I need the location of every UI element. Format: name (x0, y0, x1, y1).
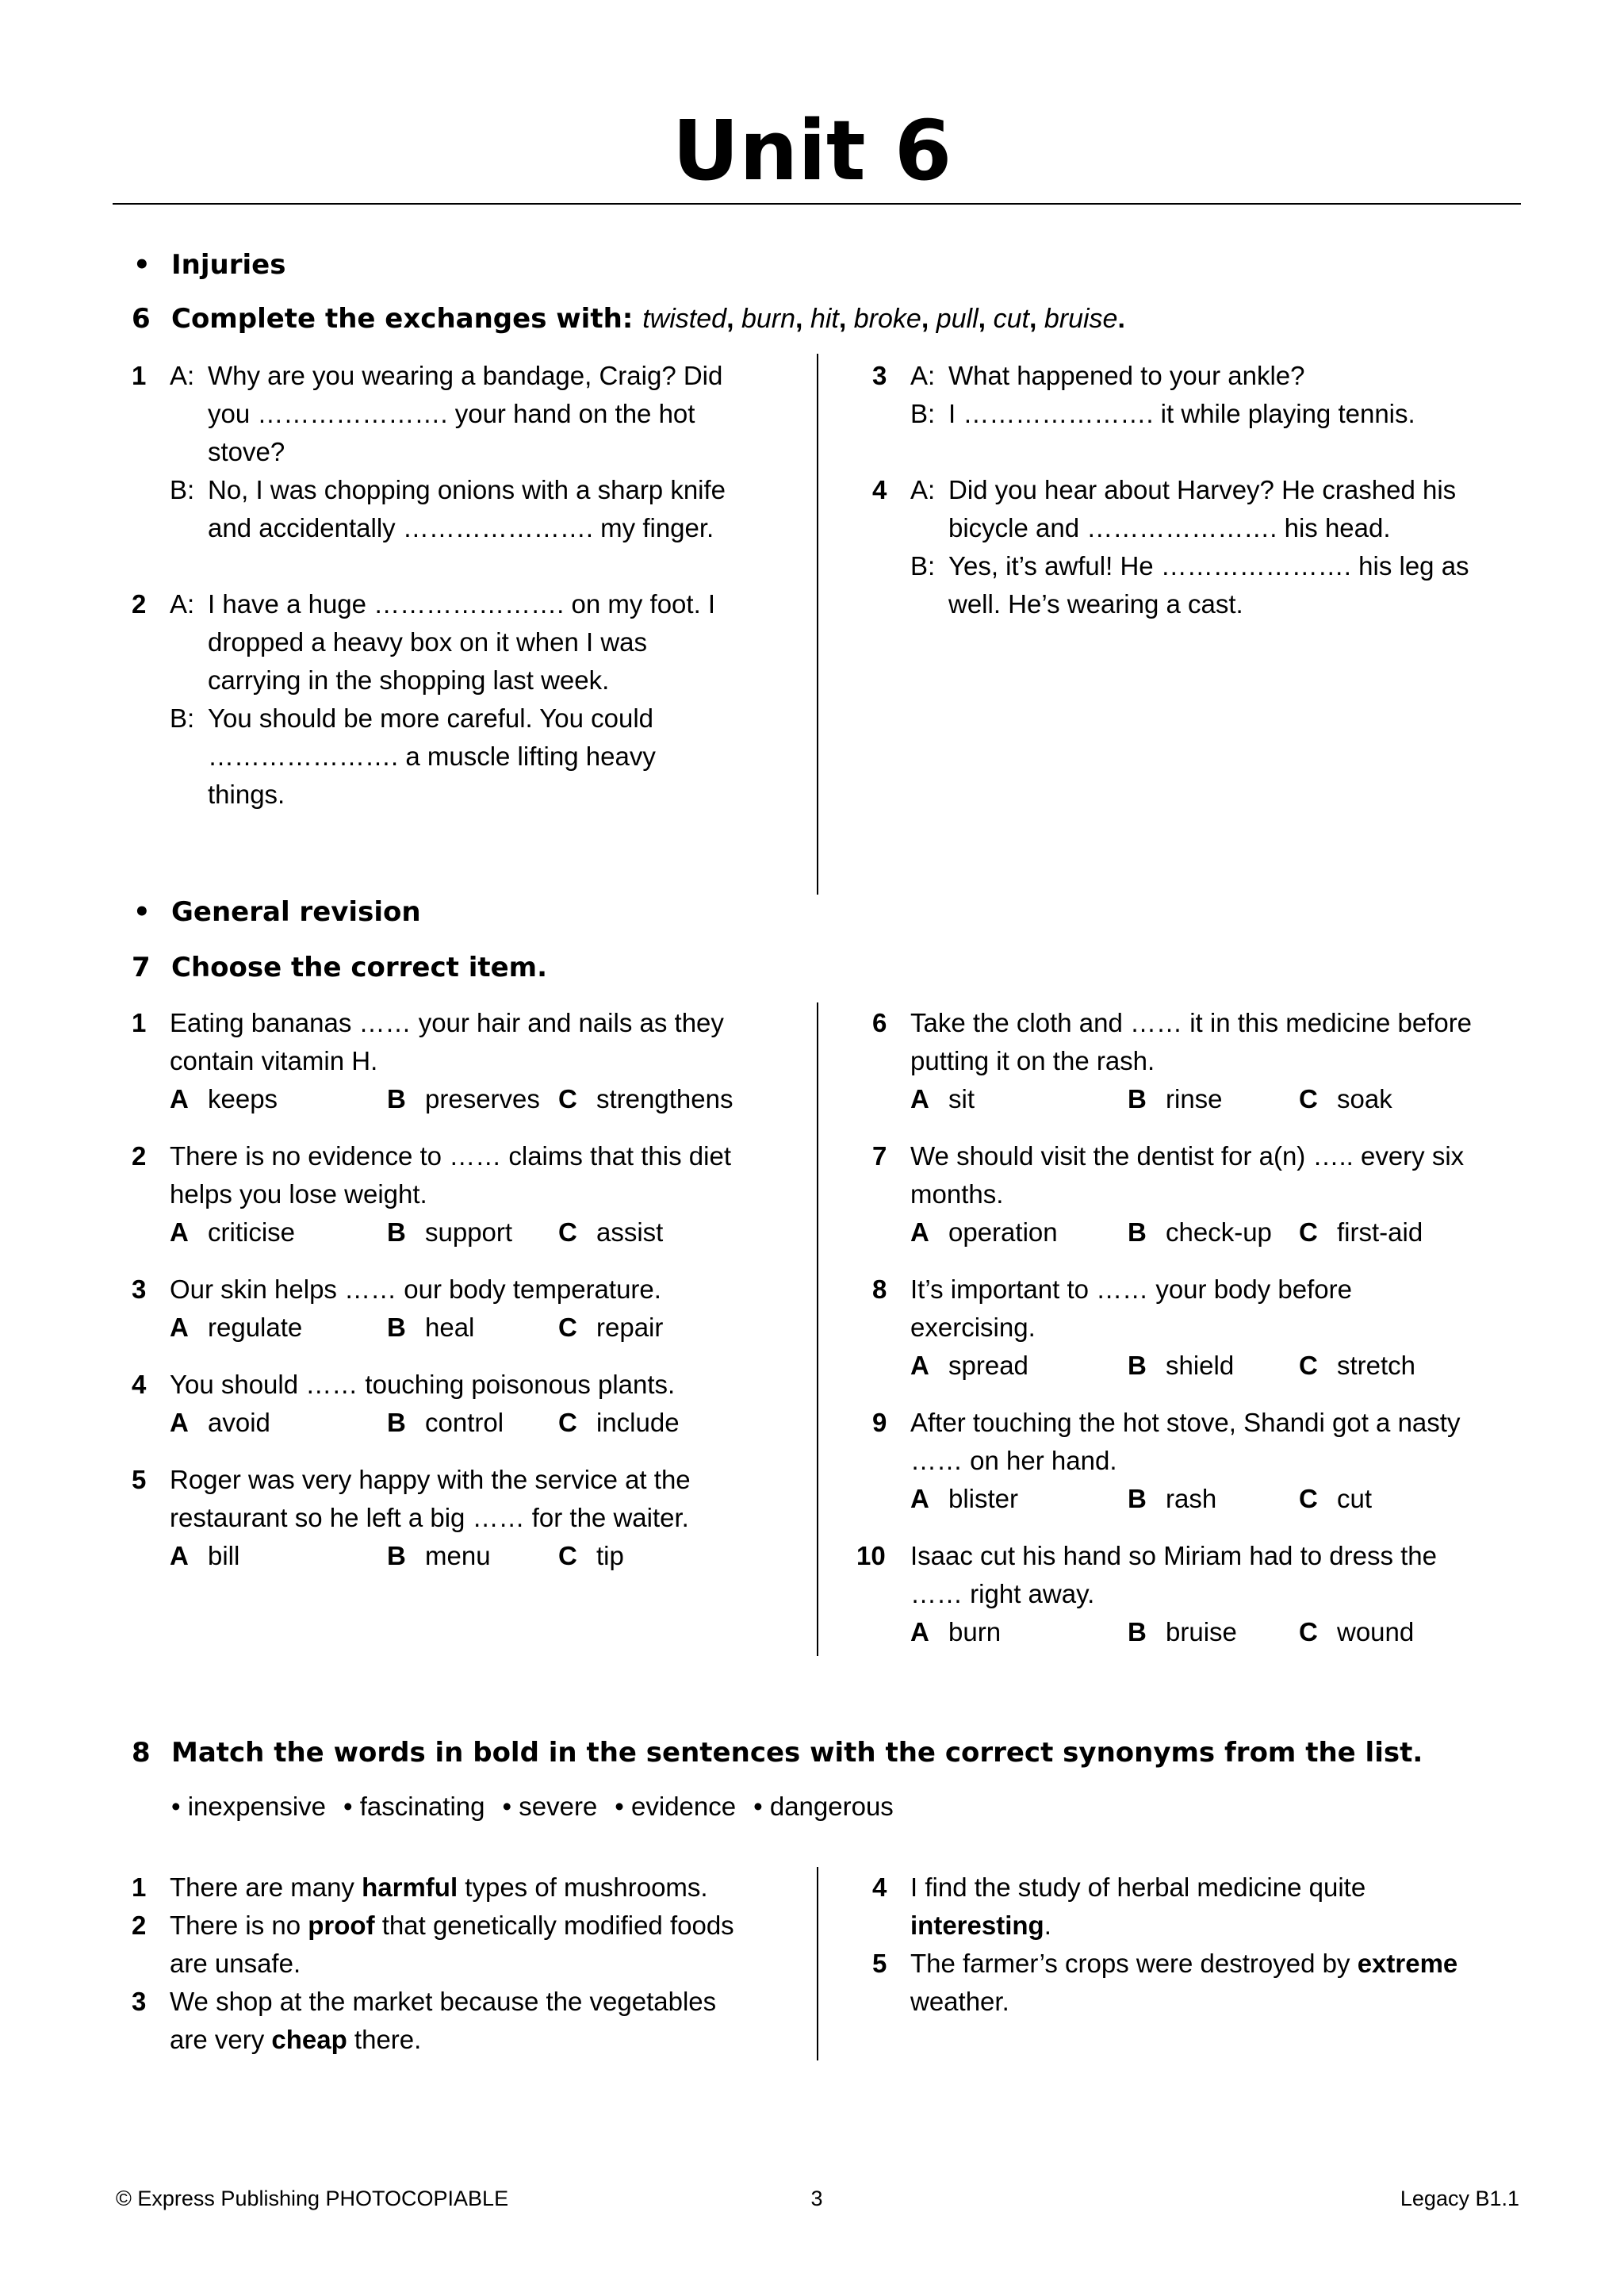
option-c (1299, 1347, 1415, 1385)
dialogue-line (170, 509, 806, 547)
dialogue-line (170, 623, 806, 661)
dialogue-line (910, 471, 1522, 509)
option-letter: C (1299, 1351, 1318, 1380)
option-b (387, 1404, 504, 1442)
sentence-text: are unsafe. (170, 1949, 301, 1978)
dialogue-text: things. (208, 780, 285, 809)
dialogue-text: You should be more careful. You could (208, 703, 654, 733)
word-separator: , (978, 304, 994, 334)
synonym-word: • severe (502, 1792, 598, 1821)
exercise-8-instruction: 8 Match the words in bold in the sentences with the correct synonyms from the list. (132, 1737, 1423, 1769)
option-letter: B (387, 1408, 406, 1437)
dialogue-line (170, 738, 806, 776)
option-letter: B (387, 1217, 406, 1247)
speaker-label: B: (910, 551, 936, 581)
option-a (170, 1537, 239, 1575)
speaker-label: A: (910, 361, 936, 390)
option-text: support (425, 1217, 513, 1247)
question-text: Roger was very happy with the service at the (170, 1465, 691, 1494)
dialogue-text: well. He’s wearing a cast. (948, 589, 1243, 619)
dialogue-item (132, 357, 806, 547)
item-number: 2 (132, 589, 147, 619)
option-letter: A (910, 1084, 929, 1114)
sentence-text: There is no (170, 1911, 308, 1940)
answer-options (910, 1613, 1522, 1651)
option-a (910, 1613, 1001, 1651)
dialogue-text: and accidentally …………………. my finger. (208, 513, 714, 542)
option-letter: B (387, 1084, 406, 1114)
dialogue-line (170, 433, 806, 471)
sentence-line (910, 1945, 1522, 1983)
word-separator: , (921, 304, 936, 334)
word-pull: pull (936, 304, 979, 334)
question-text: We should visit the dentist for a(n) ….. every six (910, 1141, 1465, 1171)
option-letter: C (558, 1084, 577, 1114)
option-b (387, 1537, 491, 1575)
option-text: criticise (208, 1217, 296, 1247)
question-text: …… right away. (910, 1579, 1095, 1608)
question-number: 6 (872, 1008, 887, 1037)
question-number: 7 (872, 1141, 887, 1171)
question-text: Our skin helps …… our body temperature. (170, 1274, 661, 1304)
exercise-7-left-column (132, 1004, 806, 1594)
exercise-6-left-column (132, 357, 806, 814)
dialogue-item (132, 585, 806, 814)
question-number: 2 (132, 1141, 147, 1171)
option-letter: C (558, 1217, 577, 1247)
question-number: 1 (132, 1008, 147, 1037)
sentence-item-2 (132, 1907, 806, 1983)
exercise-6-right-column (872, 357, 1522, 623)
dialogue-line (170, 471, 806, 509)
synonym-word: • evidence (615, 1792, 737, 1821)
synonym-word: • fascinating (343, 1792, 485, 1821)
option-letter: C (558, 1313, 577, 1342)
question-text: exercising. (910, 1313, 1036, 1342)
option-c (558, 1213, 663, 1251)
sentence-line (910, 1907, 1522, 1945)
question-number: 3 (132, 1274, 147, 1304)
question-item-8 (872, 1271, 1522, 1385)
answer-options (170, 1309, 806, 1347)
option-b (387, 1080, 540, 1118)
bold-word: harmful (362, 1872, 458, 1902)
option-letter: A (170, 1217, 189, 1247)
sentence-text: that genetically modified foods (374, 1911, 734, 1940)
option-letter: A (170, 1408, 189, 1437)
exercise-6-item-2 (132, 585, 806, 814)
word-separator: , (1028, 304, 1044, 334)
exercise-6-item-1 (132, 357, 806, 547)
option-text: assist (596, 1217, 664, 1247)
option-text: burn (948, 1617, 1002, 1646)
page-title: Unit 6 (672, 102, 952, 199)
option-letter: A (170, 1541, 189, 1570)
option-text: strengthens (596, 1084, 733, 1114)
option-letter: C (558, 1408, 577, 1437)
dialogue-line (910, 509, 1522, 547)
option-text: check-up (1166, 1217, 1272, 1247)
sentence-text: types of mushrooms. (458, 1872, 708, 1902)
option-letter: A (170, 1313, 189, 1342)
option-b (1128, 1347, 1234, 1385)
exercise-6-item-4 (872, 471, 1522, 623)
dialogue-line (910, 357, 1522, 395)
answer-options (170, 1213, 806, 1251)
dialogue-text: dropped a heavy box on it when I was (208, 627, 648, 657)
sentence-line (170, 1945, 806, 1983)
sentence-text: are very (170, 2025, 272, 2054)
option-text: preserves (425, 1084, 540, 1114)
dialogue-text: I have a huge …………………. on my foot. I (208, 589, 716, 619)
question-text: …… on her hand. (910, 1446, 1117, 1475)
column-divider (817, 354, 818, 895)
dialogue-text: bicycle and …………………. his head. (948, 513, 1391, 542)
column-divider (817, 1002, 818, 1656)
item-number: 3 (872, 361, 887, 390)
question-number: 4 (132, 1370, 147, 1399)
dialogue-text: you …………………. your hand on the hot (208, 399, 695, 428)
answer-options (910, 1080, 1522, 1118)
speaker-label: B: (170, 475, 195, 504)
sentence-text: I find the study of herbal medicine quite (910, 1872, 1366, 1902)
exercise-8-word-list (171, 1788, 911, 1826)
exercise-6-item-3 (872, 357, 1522, 433)
bold-word: interesting (910, 1911, 1044, 1940)
option-letter: C (1299, 1617, 1318, 1646)
bold-word: cheap (271, 2025, 347, 2054)
word-twisted: twisted (642, 304, 727, 334)
sentence-number: 2 (132, 1911, 147, 1940)
option-text: bill (208, 1541, 240, 1570)
answer-options (910, 1480, 1522, 1518)
question-item-6 (872, 1004, 1522, 1118)
option-a (910, 1480, 1018, 1518)
option-letter: C (558, 1541, 577, 1570)
question-item-5 (132, 1461, 806, 1575)
section-heading-general-revision: • General revision (133, 896, 421, 928)
option-letter: B (1128, 1617, 1147, 1646)
sentence-text: The farmer’s crops were destroyed by (910, 1949, 1358, 1978)
dialogue-line (170, 395, 806, 433)
question-text: Isaac cut his hand so Miriam had to dress the (910, 1541, 1437, 1570)
dialogue-text: Did you hear about Harvey? He crashed his (948, 475, 1457, 504)
dialogue-line (910, 547, 1522, 585)
option-text: rinse (1166, 1084, 1223, 1114)
option-text: soak (1337, 1084, 1392, 1114)
option-b (387, 1309, 474, 1347)
sentence-number: 1 (132, 1872, 147, 1902)
option-text: first-aid (1337, 1217, 1423, 1247)
dialogue-line (910, 585, 1522, 623)
sentence-text: there. (347, 2025, 422, 2054)
question-text: helps you lose weight. (170, 1179, 427, 1209)
dialogue-text: Yes, it’s awful! He …………………. his leg as (948, 551, 1469, 581)
word-bruise: bruise (1044, 304, 1118, 334)
option-text: stretch (1337, 1351, 1416, 1380)
option-c (1299, 1080, 1392, 1118)
sentence-line (910, 1983, 1522, 2021)
question-text: months. (910, 1179, 1004, 1209)
option-c (1299, 1613, 1414, 1651)
option-a (170, 1213, 295, 1251)
dialogue-item (872, 471, 1522, 623)
option-a (170, 1080, 278, 1118)
question-text: There is no evidence to …… claims that this diet (170, 1141, 731, 1171)
sentence-line (170, 2021, 806, 2059)
option-letter: C (1299, 1217, 1318, 1247)
option-a (170, 1309, 302, 1347)
sentence-text: We shop at the market because the vegetables (170, 1987, 717, 2016)
question-item-7 (872, 1137, 1522, 1251)
option-letter: B (1128, 1084, 1147, 1114)
word-broke: broke (853, 304, 921, 334)
sentence-number: 3 (132, 1987, 147, 2016)
word-cut: cut (993, 304, 1029, 334)
answer-options (170, 1080, 806, 1118)
word-separator: , (726, 304, 741, 334)
option-letter: B (1128, 1351, 1147, 1380)
question-number: 9 (872, 1408, 887, 1437)
option-letter: A (910, 1617, 929, 1646)
speaker-label: A: (910, 475, 936, 504)
question-text: It’s important to …… your body before (910, 1274, 1352, 1304)
option-c (558, 1080, 733, 1118)
sentence-item-4 (872, 1869, 1522, 1945)
section-heading-injuries: • Injuries (133, 249, 286, 281)
option-text: bruise (1166, 1617, 1237, 1646)
option-b (1128, 1613, 1237, 1651)
dialogue-text: carrying in the shopping last week. (208, 665, 610, 695)
exercise-7-instruction: 7 Choose the correct item. (132, 952, 548, 983)
option-letter: A (910, 1217, 929, 1247)
sentence-item-3 (132, 1983, 806, 2059)
option-b (1128, 1480, 1216, 1518)
sentence-line (170, 1983, 806, 2021)
question-item-1 (132, 1004, 806, 1118)
question-text: restaurant so he left a big …… for the waiter. (170, 1503, 689, 1532)
dialogue-line (170, 700, 806, 738)
question-item-2 (132, 1137, 806, 1251)
option-text: wound (1337, 1617, 1415, 1646)
option-letter: A (170, 1084, 189, 1114)
question-text: After touching the hot stove, Shandi got a nasty (910, 1408, 1461, 1437)
option-text: cut (1337, 1484, 1373, 1513)
option-text: sit (948, 1084, 975, 1114)
option-c (1299, 1213, 1423, 1251)
title-rule (113, 203, 1521, 205)
dialogue-text: I …………………. it while playing tennis. (948, 399, 1415, 428)
item-number: 4 (872, 475, 887, 504)
option-letter: C (1299, 1084, 1318, 1114)
sentence-line (910, 1869, 1522, 1907)
question-text: Eating bananas …… your hair and nails as they (170, 1008, 724, 1037)
sentence-number: 4 (872, 1872, 887, 1902)
question-text: contain vitamin H. (170, 1046, 378, 1075)
dialogue-text: What happened to your ankle? (948, 361, 1305, 390)
option-text: control (425, 1408, 504, 1437)
option-text: tip (596, 1541, 624, 1570)
exercise-6-instruction: 6 Complete the exchanges with: twisted, burn, hit, broke, pull, cut, bruise. (132, 303, 1125, 335)
exercise-8-left-column (132, 1869, 806, 2059)
option-a (910, 1213, 1058, 1251)
answer-options (910, 1213, 1522, 1251)
sentence-text: . (1044, 1911, 1051, 1940)
exercise-7-right-column (856, 1004, 1522, 1670)
answer-options (170, 1404, 806, 1442)
question-text: You should …… touching poisonous plants. (170, 1370, 676, 1399)
word-separator: , (795, 304, 810, 334)
question-text: Take the cloth and …… it in this medicine before (910, 1008, 1473, 1037)
option-b (1128, 1213, 1272, 1251)
option-a (170, 1404, 270, 1442)
question-number: 8 (872, 1274, 887, 1304)
dialogue-text: No, I was chopping onions with a sharp knife (208, 475, 726, 504)
option-text: avoid (208, 1408, 270, 1437)
option-text: operation (948, 1217, 1058, 1247)
question-number: 5 (132, 1465, 147, 1494)
answer-options (170, 1537, 806, 1575)
option-letter: B (387, 1541, 406, 1570)
question-item-10 (856, 1537, 1522, 1651)
option-text: blister (948, 1484, 1019, 1513)
exercise-6-word-list (642, 303, 1125, 335)
footer-book-title: Legacy B1.1 (1400, 2187, 1519, 2210)
option-letter: B (1128, 1217, 1147, 1247)
dialogue-text: …………………. a muscle lifting heavy (208, 742, 656, 771)
dialogue-line (170, 585, 806, 623)
option-text: include (596, 1408, 680, 1437)
sentence-text: weather. (910, 1987, 1009, 2016)
option-text: shield (1166, 1351, 1235, 1380)
question-item-9 (872, 1404, 1522, 1518)
sentence-line (170, 1869, 806, 1907)
option-letter: B (387, 1313, 406, 1342)
column-divider (817, 1867, 818, 2060)
dialogue-line (170, 661, 806, 700)
option-letter: A (910, 1351, 929, 1380)
question-text: putting it on the rash. (910, 1046, 1155, 1075)
footer-page-number: 3 (810, 2187, 823, 2210)
word-burn: burn (741, 304, 796, 334)
dialogue-line (170, 357, 806, 395)
speaker-label: A: (170, 361, 195, 390)
question-item-3 (132, 1271, 806, 1347)
option-b (1128, 1080, 1223, 1118)
word-separator: . (1117, 304, 1125, 334)
word-separator: , (838, 304, 854, 334)
question-number: 10 (856, 1541, 886, 1570)
option-text: regulate (208, 1313, 303, 1342)
option-text: heal (425, 1313, 475, 1342)
option-letter: B (1128, 1484, 1147, 1513)
answer-options (910, 1347, 1522, 1385)
option-a (910, 1080, 975, 1118)
dialogue-item (872, 357, 1522, 433)
synonym-word: • dangerous (753, 1792, 894, 1821)
option-c (1299, 1480, 1372, 1518)
speaker-label: B: (910, 399, 936, 428)
option-c (558, 1537, 624, 1575)
option-text: rash (1166, 1484, 1217, 1513)
sentence-item-1 (132, 1869, 806, 1907)
option-letter: C (1299, 1484, 1318, 1513)
option-text: repair (596, 1313, 664, 1342)
sentence-item-5 (872, 1945, 1522, 2021)
speaker-label: A: (170, 589, 195, 619)
option-a (910, 1347, 1028, 1385)
option-c (558, 1309, 663, 1347)
option-letter: A (910, 1484, 929, 1513)
speaker-label: B: (170, 703, 195, 733)
option-b (387, 1213, 512, 1251)
synonym-word: • inexpensive (171, 1792, 327, 1821)
option-text: spread (948, 1351, 1028, 1380)
bold-word: extreme (1357, 1949, 1458, 1978)
option-c (558, 1404, 680, 1442)
dialogue-text: Why are you wearing a bandage, Craig? Did (208, 361, 723, 390)
exercise-8-right-column (872, 1869, 1522, 2021)
dialogue-line (910, 395, 1522, 433)
item-number: 1 (132, 361, 147, 390)
bold-word: proof (308, 1911, 375, 1940)
question-item-4 (132, 1366, 806, 1442)
option-text: keeps (208, 1084, 278, 1114)
word-hit: hit (810, 304, 839, 334)
footer-copyright: © Express Publishing PHOTOCOPIABLE (116, 2187, 509, 2210)
sentence-text: There are many (170, 1872, 362, 1902)
sentence-number: 5 (872, 1949, 887, 1978)
dialogue-line (170, 776, 806, 814)
option-text: menu (425, 1541, 491, 1570)
sentence-line (170, 1907, 806, 1945)
dialogue-text: stove? (208, 437, 285, 466)
